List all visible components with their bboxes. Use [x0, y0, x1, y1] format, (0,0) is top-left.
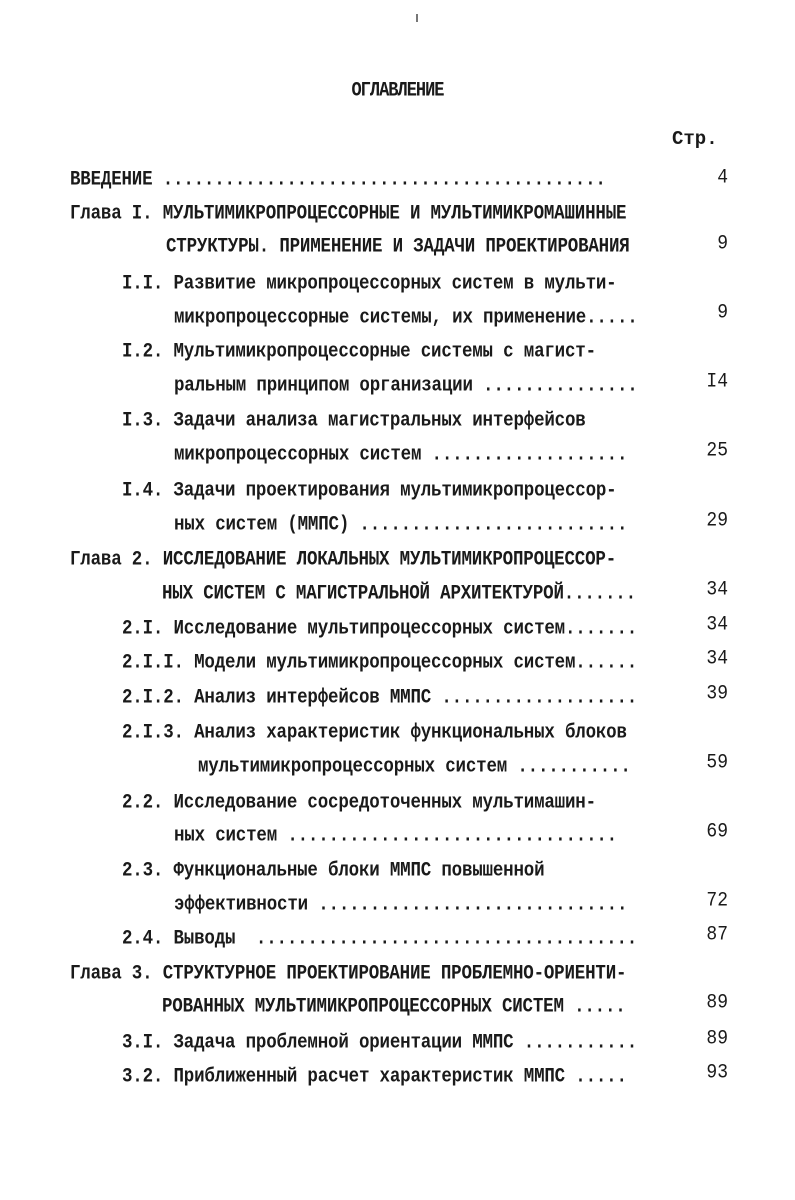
toc-entry-line: ных систем (ММПС) .......................... [174, 513, 628, 537]
toc-page-number: 25 [706, 439, 728, 463]
toc-entry-line: микропроцессорные системы, их применение..... [174, 306, 638, 330]
toc-entry-line: I.I. Развитие микропроцессорных систем в мульти- [122, 272, 617, 296]
toc-entry-line: ВВЕДЕНИЕ ........................................... [70, 168, 606, 192]
toc-page-number: 89 [706, 1027, 728, 1051]
toc-entry-line: НЫХ СИСТЕМ С МАГИСТРАЛЬНОЙ АРХИТЕКТУРОЙ....... [162, 582, 636, 606]
toc-entry-line: 2.3. Функциональные блоки ММПС повышенной [122, 859, 545, 883]
toc-page-number: 34 [706, 647, 728, 671]
toc-entry-line: 2.4. Выводы ..................................... [122, 927, 638, 951]
toc-page-number: 34 [706, 613, 728, 637]
toc-entry-line: микропроцессорных систем ................... [174, 443, 628, 467]
toc-page-number: 59 [706, 751, 728, 775]
toc-page-number: 39 [706, 682, 728, 706]
toc-page-number: 93 [706, 1061, 728, 1085]
page-title: ОГЛАВЛЕНИЕ [351, 80, 444, 103]
toc-entry-line: эффективности .............................. [174, 893, 628, 917]
toc-page-number: 69 [706, 820, 728, 844]
toc-entry-line: РОВАННЫХ МУЛЬТИМИКРОПРОЦЕССОРНЫХ СИСТЕМ ..... [162, 995, 626, 1019]
toc-entry-line: 3.2. Приближенный расчет характеристик ММПС ..... [122, 1065, 627, 1089]
toc-entry-line: 2.I.I. Модели мультимикропроцессорных систем...... [122, 651, 638, 675]
toc-entry-line: I.3. Задачи анализа магистральных интерфейсов [122, 409, 586, 433]
toc-page-number: 87 [706, 923, 728, 947]
scan-artifact-mark [416, 14, 418, 22]
toc-page-number: 4 [717, 166, 728, 190]
toc-page-number: 9 [717, 301, 728, 325]
toc-entry-line: I.2. Мультимикропроцессорные системы с магист- [122, 340, 596, 364]
toc-page-number: 89 [706, 991, 728, 1015]
toc-entry-line: ных систем ................................ [174, 824, 617, 848]
toc-page-number: 29 [706, 509, 728, 533]
toc-entry-line: 3.I. Задача проблемной ориентации ММПС ........... [122, 1031, 638, 1055]
toc-entry-line: мультимикропроцессорных систем ........... [198, 755, 631, 779]
toc-entry-line: 2.I.3. Анализ характеристик функциональных блоков [122, 721, 627, 745]
toc-entry-line: 2.I. Исследование мультипроцессорных систем....... [122, 617, 638, 641]
toc-page-number: 72 [706, 889, 728, 913]
toc-entry-line: 2.2. Исследование сосредоточенных мультимашин- [122, 791, 596, 815]
toc-entry-line: Глава 3. СТРУКТУРНОЕ ПРОЕКТИРОВАНИЕ ПРОБЛЕМНО-ОРИЕНТИ- [70, 962, 627, 986]
page-column-header: Стр. [672, 128, 718, 150]
toc-entry-line: I.4. Задачи проектирования мультимикропроцессор- [122, 479, 617, 503]
toc-page-number: 34 [706, 578, 728, 602]
toc-entry-line: СТРУКТУРЫ. ПРИМЕНЕНИЕ И ЗАДАЧИ ПРОЕКТИРОВАНИЯ [166, 235, 630, 259]
toc-page-number: I4 [706, 370, 728, 394]
toc-page-number: 9 [717, 232, 728, 256]
toc-entry-line: 2.I.2. Анализ интерфейсов ММПС ................... [122, 686, 638, 710]
toc-entry-line: Глава 2. ИССЛЕДОВАНИЕ ЛОКАЛЬНЫХ МУЛЬТИМИКРОПРОЦЕССОР- [70, 548, 616, 572]
toc-entry-line: Глава I. МУЛЬТИМИКРОПРОЦЕССОРНЫЕ И МУЛЬТИМИКРОМАШИННЫЕ [70, 202, 627, 226]
toc-entry-line: ральным принципом организации ............... [174, 374, 638, 398]
